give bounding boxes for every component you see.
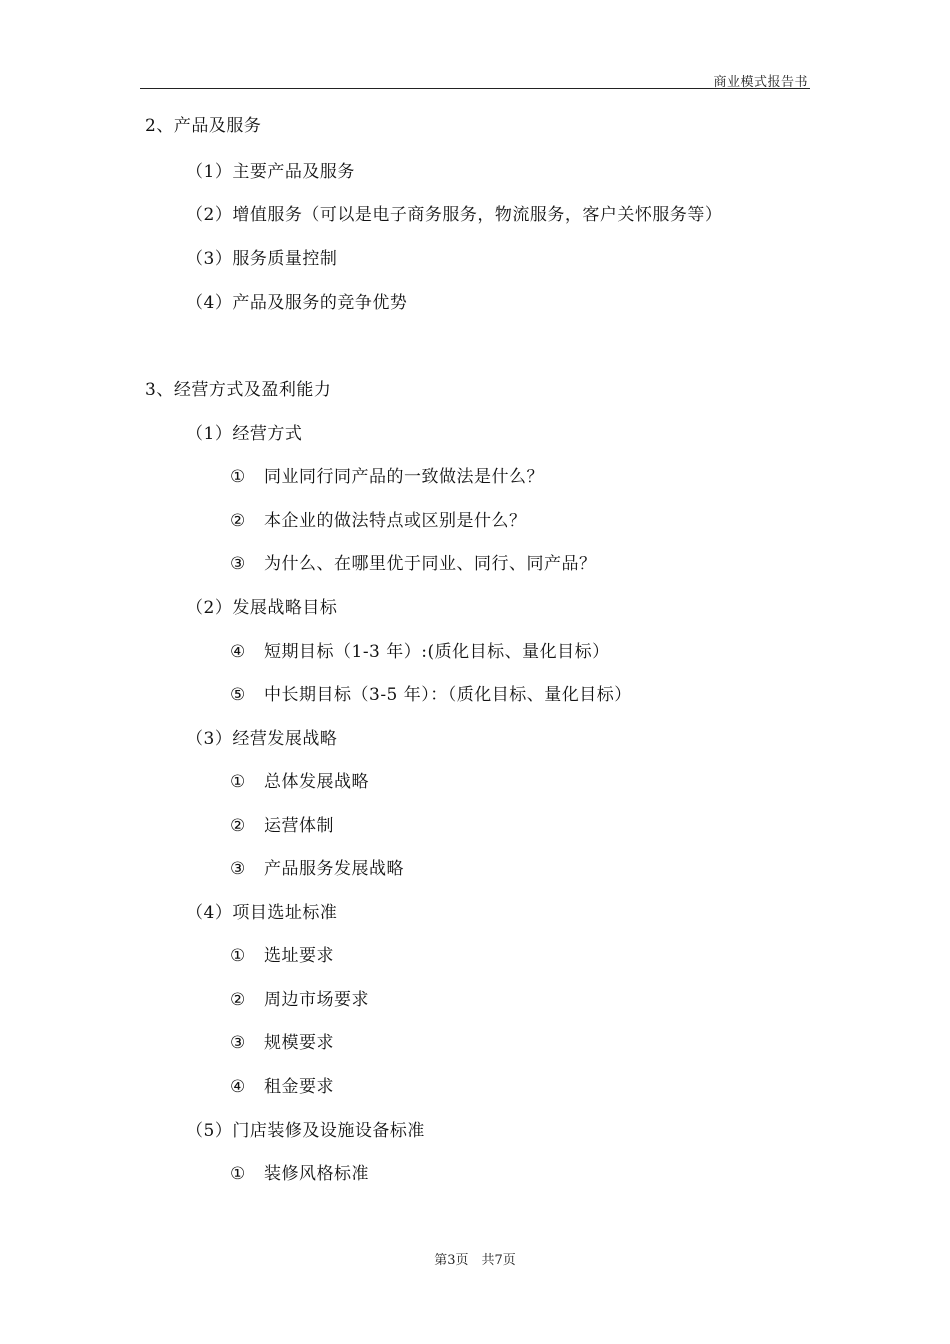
list-item [230, 1076, 334, 1098]
list-marker: ② [230, 816, 246, 836]
list-marker: ② [230, 990, 246, 1010]
list-item [230, 945, 334, 967]
list-item [230, 553, 597, 575]
list-item [230, 771, 369, 793]
list-item [230, 510, 527, 532]
list-marker: ⑤ [230, 685, 246, 705]
section-2-item: （3）服务质量控制 [186, 249, 338, 269]
section-2-item: （2）增值服务（可以是电子商务服务，物流服务，客户关怀服务等） [186, 205, 723, 225]
list-marker: ③ [230, 859, 246, 879]
list-item [230, 815, 334, 837]
subsection-heading: （3）经营发展战略 [186, 729, 338, 749]
list-item-text: 装修风格标准 [264, 1164, 369, 1184]
list-marker: ① [230, 467, 246, 487]
subsection-heading: （5）门店装修及设施设备标准 [186, 1121, 425, 1141]
header-title: 商业模式报告书 [713, 75, 808, 90]
list-item-text: 同业同行同产品的一致做法是什么？ [264, 467, 544, 487]
list-item-text: 产品服务发展战略 [264, 859, 404, 879]
list-marker: ③ [230, 554, 246, 574]
list-item-text: 周边市场要求 [264, 990, 369, 1010]
list-marker: ① [230, 946, 246, 966]
section-2-item: （1）主要产品及服务 [186, 162, 355, 182]
list-item-text: 短期目标（1-3 年）:(质化目标、量化目标） [264, 642, 610, 662]
list-item-text: 为什么、在哪里优于同业、同行、同产品？ [264, 554, 597, 574]
header-rule [140, 88, 810, 89]
list-item-text: 选址要求 [264, 946, 334, 966]
list-item [230, 684, 632, 706]
subsection-heading: （4）项目选址标准 [186, 903, 338, 923]
list-marker: ③ [230, 1033, 246, 1053]
section-3-heading: 3、经营方式及盈利能力 [145, 380, 332, 400]
list-item-text: 规模要求 [264, 1033, 334, 1053]
list-marker: ① [230, 1164, 246, 1184]
list-item [230, 466, 544, 488]
section-2-heading: 2、产品及服务 [145, 116, 262, 136]
subsection-heading: （1）经营方式 [186, 424, 303, 444]
list-item-text: 总体发展战略 [264, 772, 369, 792]
list-item [230, 641, 610, 663]
list-item-text: 租金要求 [264, 1077, 334, 1097]
section-2-item: （4）产品及服务的竞争优势 [186, 293, 408, 313]
list-marker: ④ [230, 642, 246, 662]
list-marker: ① [230, 772, 246, 792]
list-item [230, 1032, 334, 1054]
list-item [230, 989, 369, 1011]
list-marker: ② [230, 511, 246, 531]
list-item [230, 1163, 369, 1185]
page-footer: 第3页 共7页 [434, 1253, 516, 1268]
list-marker: ④ [230, 1077, 246, 1097]
list-item-text: 中长期目标（3-5 年）：（质化目标、量化目标） [264, 685, 632, 705]
list-item [230, 858, 404, 880]
subsection-heading: （2）发展战略目标 [186, 598, 338, 618]
list-item-text: 本企业的做法特点或区别是什么？ [264, 511, 527, 531]
list-item-text: 运营体制 [264, 816, 334, 836]
